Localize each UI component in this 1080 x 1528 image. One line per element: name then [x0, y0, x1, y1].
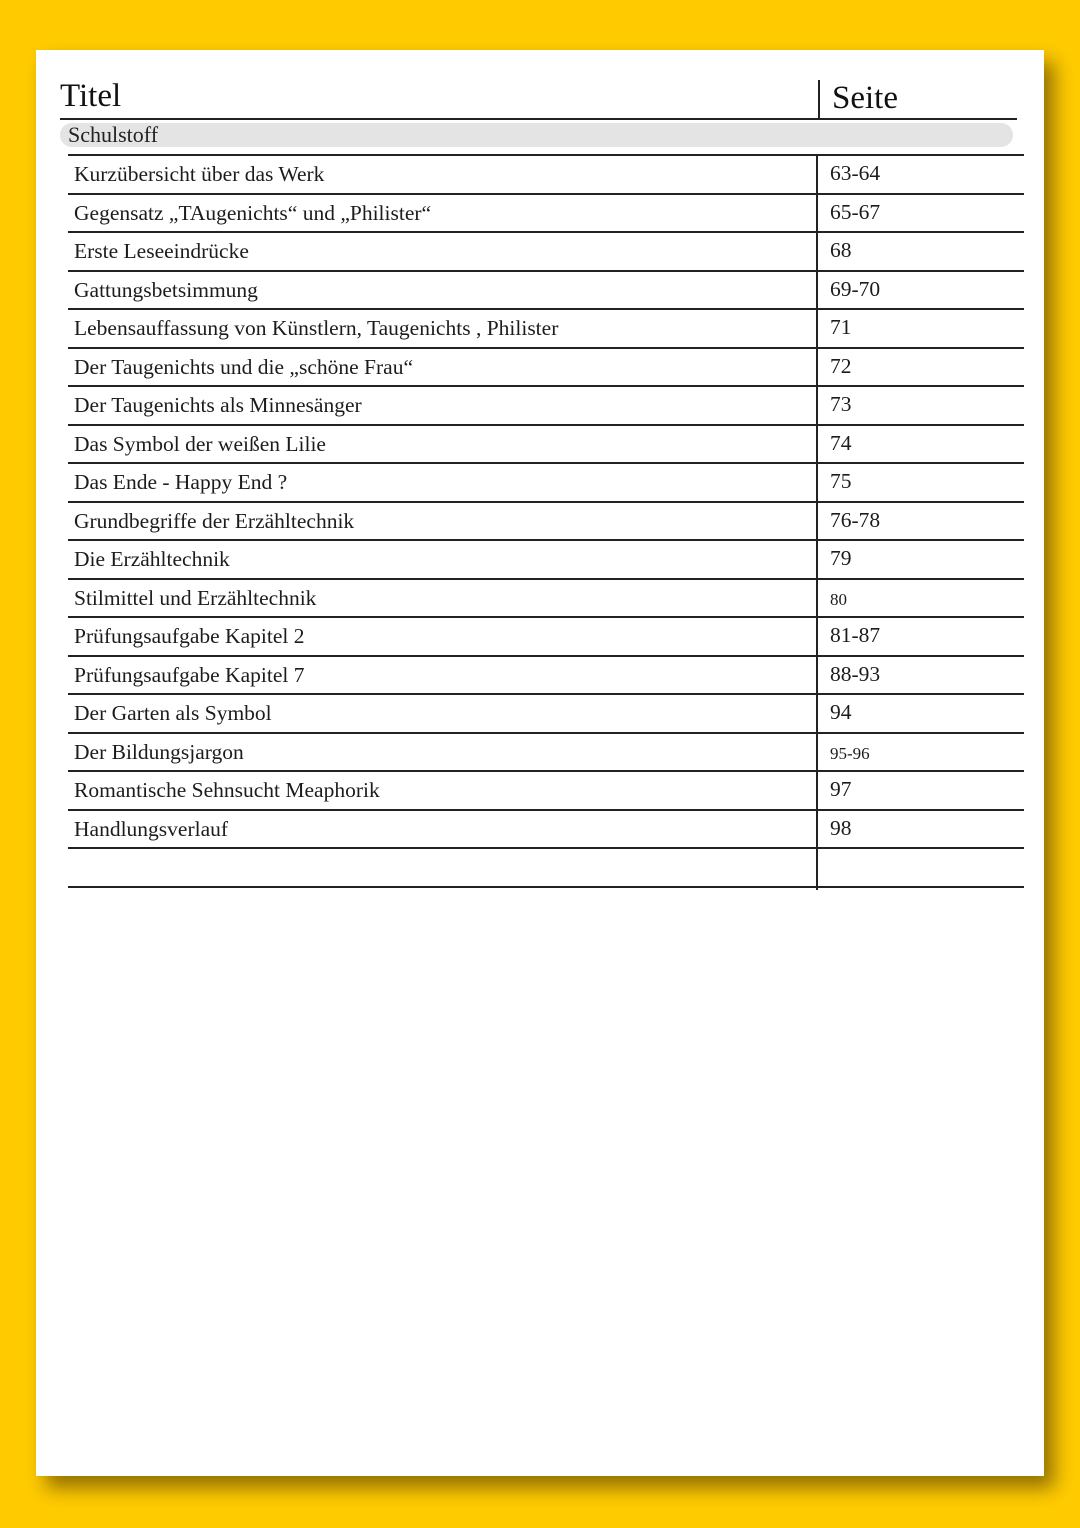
- section-label: Schulstoff: [68, 122, 159, 147]
- table-header: [60, 76, 1017, 120]
- entry-page: 71: [830, 315, 852, 339]
- entry-title: Prüfungsaufgabe Kapitel 2: [74, 624, 305, 648]
- table-row: [68, 464, 1024, 503]
- entry-page: 81-87: [830, 623, 881, 647]
- section-banner: [60, 123, 1013, 147]
- table-row: [68, 503, 1024, 542]
- entry-page: 74: [830, 430, 852, 455]
- entry-page: 75: [830, 469, 852, 493]
- table-row: [68, 541, 1024, 580]
- table-row: [68, 349, 1024, 388]
- entry-title: Lebensauffassung von Künstlern, Taugenichts , Philister: [74, 316, 559, 340]
- table-row: [68, 426, 1024, 465]
- table-row: [68, 618, 1024, 657]
- entry-title: Grundbegriffe der Erzähltechnik: [74, 508, 355, 533]
- table-row: [68, 695, 1024, 734]
- entry-title: Prüfungsaufgabe Kapitel 7: [74, 662, 305, 687]
- entry-title: Gegensatz „TAugenichts“ und „Philister“: [74, 200, 432, 225]
- table-row: [68, 156, 1024, 195]
- table-row: [68, 811, 1024, 850]
- entry-page: 95-96: [830, 743, 870, 763]
- table-row: [68, 772, 1024, 811]
- entry-title: Das Ende - Happy End ?: [74, 470, 288, 494]
- entry-title: Handlungsverlauf: [74, 816, 229, 841]
- entry-title: Der Taugenichts und die „schöne Frau“: [74, 354, 414, 379]
- table-row: [68, 657, 1024, 696]
- entry-page: 76-78: [830, 507, 881, 532]
- page-column-heading: Seite: [832, 80, 898, 116]
- table-row: [68, 387, 1024, 426]
- entry-page: 94: [830, 700, 852, 724]
- entry-page: 79: [830, 546, 852, 570]
- table-row: [68, 580, 1024, 619]
- entry-page: 80: [830, 589, 847, 609]
- entry-page: 68: [830, 238, 852, 262]
- entry-title: Das Symbol der weißen Lilie: [74, 431, 326, 456]
- entry-page: 63-64: [830, 161, 881, 185]
- entry-title: Der Taugenichts als Minnesänger: [74, 393, 362, 417]
- entry-title: Romantische Sehnsucht Meaphorik: [74, 778, 380, 802]
- entry-title: Kurzübersicht über das Werk: [74, 162, 325, 186]
- entry-page: 73: [830, 392, 852, 416]
- entry-title: Stilmittel und Erzähltechnik: [74, 585, 317, 610]
- table-row: [68, 734, 1024, 773]
- entry-page: 88-93: [830, 661, 881, 686]
- entry-page: 72: [830, 353, 852, 378]
- table-of-contents: [68, 154, 1024, 888]
- table-row-empty: [68, 849, 1024, 888]
- document-page: [36, 50, 1044, 1476]
- table-row: [68, 310, 1024, 349]
- table-row: [68, 195, 1024, 234]
- table-row: [68, 233, 1024, 272]
- entry-page: 65-67: [830, 199, 881, 224]
- title-column-heading: Titel: [60, 78, 122, 114]
- entry-title: Der Bildungsjargon: [74, 739, 244, 764]
- entry-page: 98: [830, 815, 852, 840]
- entry-title: Erste Leseeindrücke: [74, 239, 249, 263]
- entry-page: 69-70: [830, 276, 881, 301]
- entry-page: 97: [830, 777, 852, 801]
- entry-title: Gattungsbetsimmung: [74, 277, 258, 302]
- table-row: [68, 272, 1024, 311]
- entry-title: Die Erzähltechnik: [74, 547, 230, 571]
- entry-title: Der Garten als Symbol: [74, 701, 272, 725]
- header-column-divider: [818, 80, 820, 120]
